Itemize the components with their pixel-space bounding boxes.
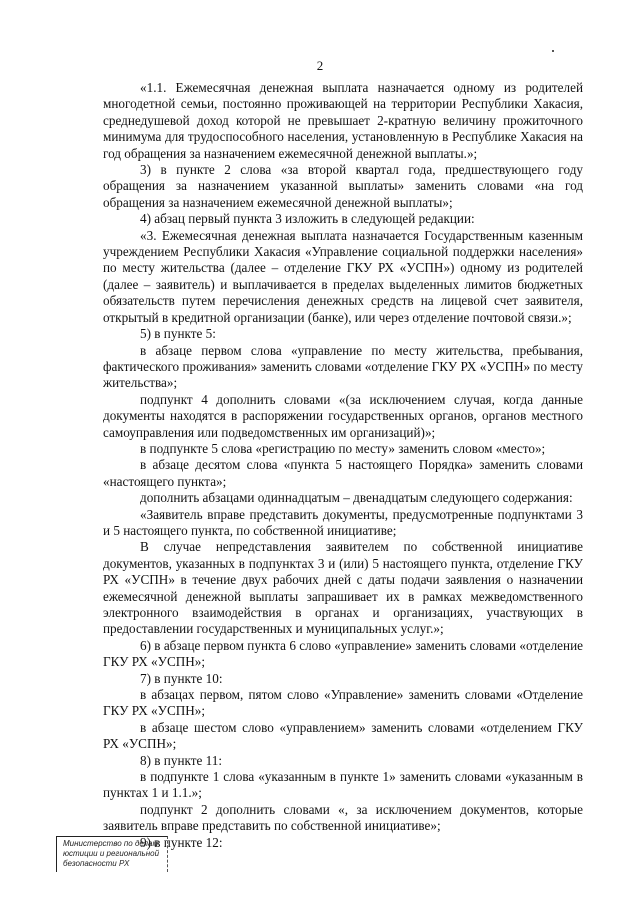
document-body [103, 80, 583, 851]
paragraph: «Заявитель вправе представить документы, предусмотренные подпунктами 3 и 5 настоящего пункта, по собственной инициативе; [103, 506, 583, 538]
paragraph: 9) в пункте 12: [140, 834, 223, 850]
paragraph: в абзацах первом, пятом слово «Управление» заменить словами «Отделение ГКУ РХ «УСПН»; [103, 687, 583, 719]
paragraph: дополнить абзацами одиннадцатым – двенадцатым следующего содержания: [140, 490, 573, 506]
stamp-line: юстиции и региональной [63, 849, 160, 858]
paragraph: 5) в пункте 5: [140, 326, 216, 342]
paragraph: подпункт 2 дополнить словами «, за исключением документов, которые заявитель вправе представить по собственной инициативе»; [103, 801, 583, 834]
paragraph: 7) в пункте 10: [140, 670, 223, 686]
paragraph: в абзаце шестом слово «управлением» заменить словами «отделением ГКУ РХ «УСПН»; [103, 719, 583, 752]
paragraph: 6) в абзаце первом пункта 6 слово «управление» заменить словами «отделение ГКУ РХ «УСПН»; [103, 637, 583, 670]
stamp-line: Министерство по делам [63, 839, 158, 848]
paragraph: подпункт 4 дополнить словами «(за исключением случая, когда данные документы находятся в распоряжении государственных органов, органов местного самоуправления или подведомственных им организаций)»; [103, 391, 583, 440]
paragraph: в подпункте 5 слова «регистрацию по месту» заменить словом «место»; [140, 440, 546, 456]
ministry-stamp [56, 836, 168, 872]
scan-speck [552, 50, 554, 52]
paragraph: 3) в пункте 2 слова «за второй квартал года, предшествующего году обращения за назначением указанной выплаты» заменить словами «на год обращения за назначением ежемесячной денежной выплаты»; [103, 162, 583, 210]
paragraph: 8) в пункте 11: [140, 752, 223, 768]
stamp-line: безопасности РХ [63, 859, 130, 868]
paragraph: «1.1. Ежемесячная денежная выплата назначается одному из родителей многодетной семьи, постоянно проживающей на территории Республики Хакасия, среднедушевой доход которой не превышает 2-кратную величину прожиточного минимума для трудоспособного населения, установленную в Республике Хакасия на год обращения за назначением ежемесячной денежной выплаты.»; [103, 80, 583, 161]
paragraph: в подпункте 1 слова «указанным в пункте 1» заменить словами «указанным в пунктах 1 и 1.1.»; [103, 769, 583, 801]
paragraph: «3. Ежемесячная денежная выплата назначается Государственным казенным учреждением Республики Хакасия «Управление социальной поддержки населения» по месту жительства (далее – отделение ГКУ РХ «УСПН») одному из родителей (далее – заявитель) и выплачивается в пределах выделенных лимитов бюджетных обязательств путем перечисления денежных средств на лицевой счет заявителя, открытый в кредитной организации (банке), или через отделение почтовой связи.»; [103, 227, 583, 325]
paragraph: В случае непредставления заявителем по собственной инициативе документов, указанных в подпунктах 3 и (или) 5 настоящего пункта, отделение ГКУ РХ «УСПН» в течение двух рабочих дней с даты подачи заявления о назначении ежемесячной денежной выплаты запрашивает их в рамках межведомственного электронного взаимодействия в органах и организациях, участвующих в предоставлении государственных и муниципальных услуг.»; [103, 539, 583, 637]
paragraph: в абзаце десятом слова «пункта 5 настоящего Порядка» заменить словами «настоящего пункта»; [103, 457, 583, 489]
paragraph: в абзаце первом слова «управление по месту жительства, пребывания, фактического проживания» заменить словами «отделение ГКУ РХ «УСПН» по месту жительства»; [103, 342, 583, 391]
paragraph: 4) абзац первый пункта 3 изложить в следующей редакции: [140, 211, 475, 227]
page-number: 2 [316, 58, 324, 73]
